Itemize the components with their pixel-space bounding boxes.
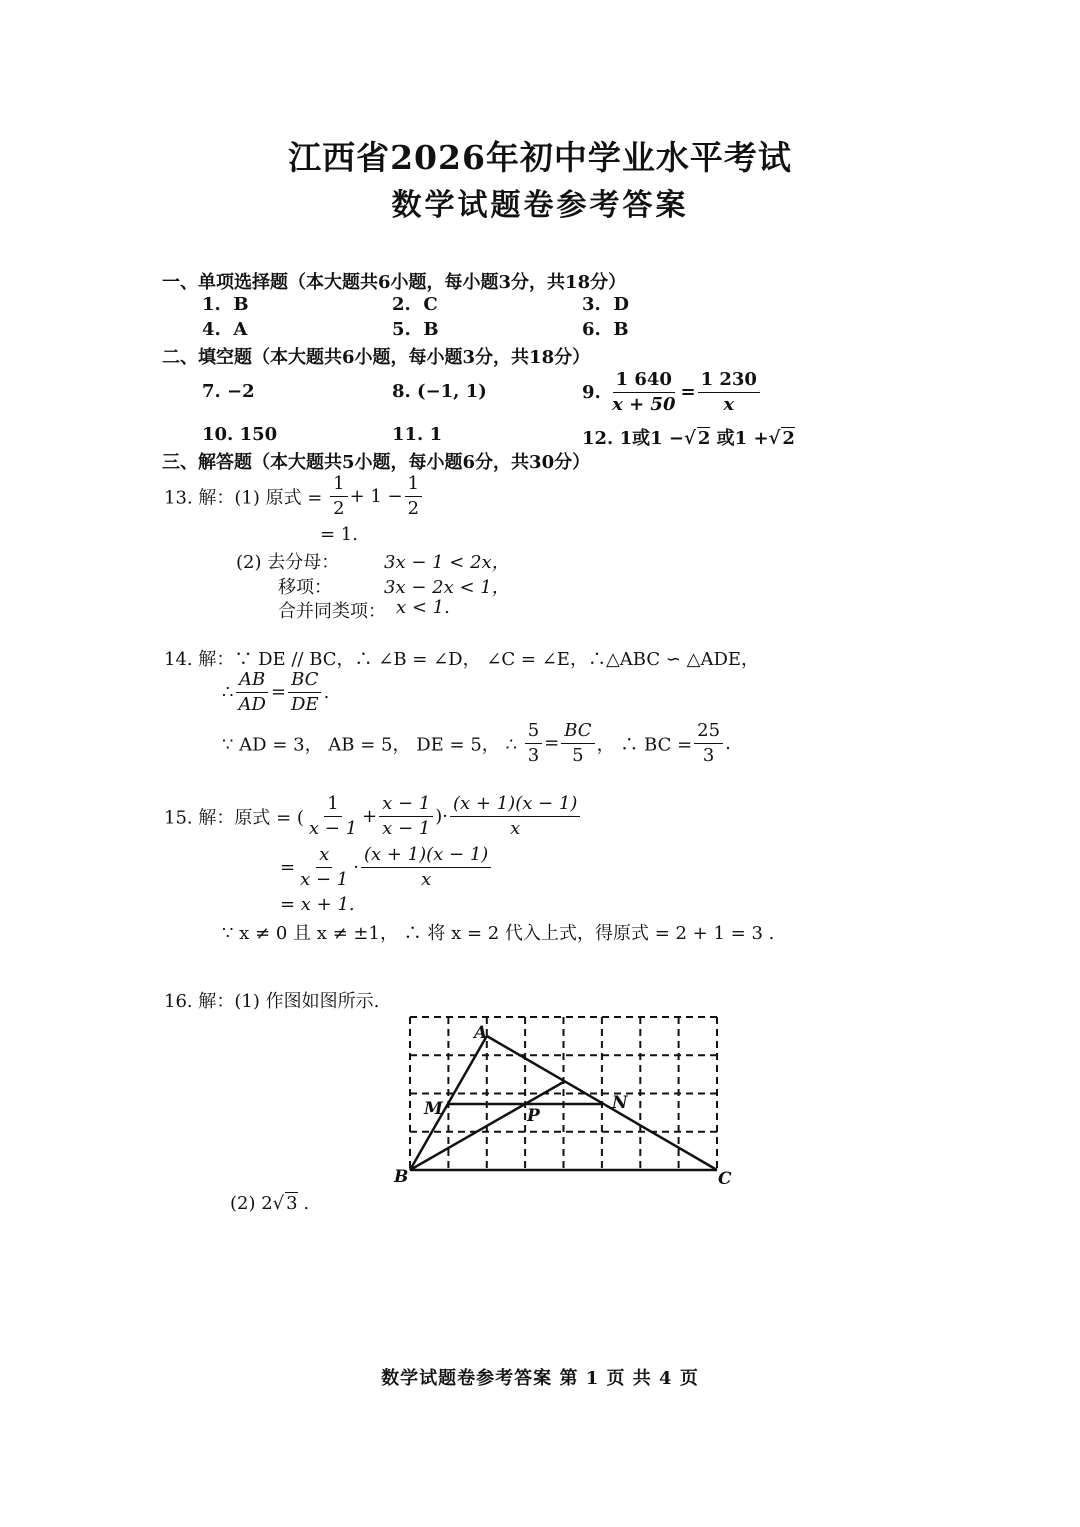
q16-part2: (2) 2√ 3 .	[230, 1193, 310, 1214]
page-footer: 数学试题卷参考答案 第 1 页 共 4 页	[381, 1368, 699, 1389]
section-3-heading: 三、解答题（本大题共5小题，每小题6分，共30分）	[162, 452, 591, 473]
q14-ratio: ∴ $\frac{AB}{AD}$ = $\frac{BC}{DE}$ .	[222, 669, 330, 715]
q15-line-4: ∵ x ≠ 0 且 x ≠ ±1， ∴ 将 x = 2 代入上式，得原式 = 2 + 1 = 3 .	[222, 923, 775, 944]
page-title: 江西省2026年初中学业水平考试	[288, 138, 792, 177]
q9-fraction-right: $\frac{1 230}{x}$	[698, 368, 760, 417]
mc-answer-1: 1. B	[202, 294, 249, 315]
q14-line-1: 14. 解：∵ DE // BC，∴ ∠B = ∠D， ∠C = ∠E，∴△ABC ∽ △ADE，	[164, 649, 760, 670]
label-A: A	[474, 1023, 488, 1043]
q15-line-3: = x + 1.	[280, 894, 355, 915]
q13-part2-label: (2) 去分母：	[236, 552, 340, 573]
section-2-heading: 二、填空题（本大题共6小题，每小题3分，共18分）	[162, 347, 591, 368]
label-N: N	[612, 1093, 628, 1113]
fill-answer-11: 11. 1	[392, 424, 443, 445]
q13-merge-expr: x < 1.	[396, 597, 450, 618]
label-B: B	[394, 1167, 409, 1187]
fill-answer-7: 7. −2	[202, 381, 255, 402]
q13-move-expr: 3x − 2x < 1，	[384, 577, 510, 598]
q13-part2-expr: 3x − 1 < 2x，	[384, 552, 510, 573]
mc-answer-3: 3. D	[582, 294, 629, 315]
fill-answer-9: 9. $\frac{1 640}{x + 50}$ = $\frac{1 230}{x}$	[582, 368, 762, 417]
section-1-heading: 一、单项选择题（本大题共6小题，每小题3分，共18分）	[162, 272, 627, 293]
q14-compute: ∵ AD = 3， AB = 5， DE = 5， ∴ $\frac{5}{3}$ = $\frac{BC}{5}$ ， ∴ BC = $\frac{25}{3}$ .	[222, 720, 731, 766]
q15-line-2: = $\frac{x}{x - 1}$ · $\frac{(x + 1)(x - 1)}{x}$	[280, 843, 493, 892]
mc-answer-4: 4. A	[202, 319, 248, 340]
fill-answer-8: 8. (−1, 1)	[392, 381, 487, 402]
q16-line-1: 16. 解：(1) 作图如图所示.	[164, 991, 380, 1012]
q13-move-label: 移项：	[278, 577, 332, 598]
q13-line-1: 13. 解：(1) 原式 = $\frac{1}{2}$ + 1 − $\frac{1}{2}$	[164, 472, 424, 521]
q13-merge-label: 合并同类项：	[278, 601, 386, 622]
q13-result: = 1.	[320, 524, 358, 545]
label-P: P	[527, 1106, 540, 1126]
page-subtitle: 数学试题卷参考答案	[391, 188, 689, 223]
q9-fraction-left: $\frac{1 640}{x + 50}$	[612, 369, 676, 415]
mc-answer-2: 2. C	[392, 294, 438, 315]
grid-lines	[410, 1017, 717, 1170]
mc-answer-6: 6. B	[582, 319, 629, 340]
q15-line-1: 15. 解：原式 = ( $\frac{1}{x - 1}$ + $\frac{x - 1}{x - 1}$ )· $\frac{(x + 1)(x - 1)}{x}$	[164, 792, 582, 841]
q16-grid-figure	[390, 1010, 740, 1190]
mc-answer-5: 5. B	[392, 319, 439, 340]
label-C: C	[718, 1169, 732, 1189]
fill-answer-12: 12. 1或1 −√ 2 或1 +√ 2	[582, 428, 795, 449]
fill-answer-10: 10. 150	[202, 424, 278, 445]
label-M: M	[424, 1099, 443, 1119]
